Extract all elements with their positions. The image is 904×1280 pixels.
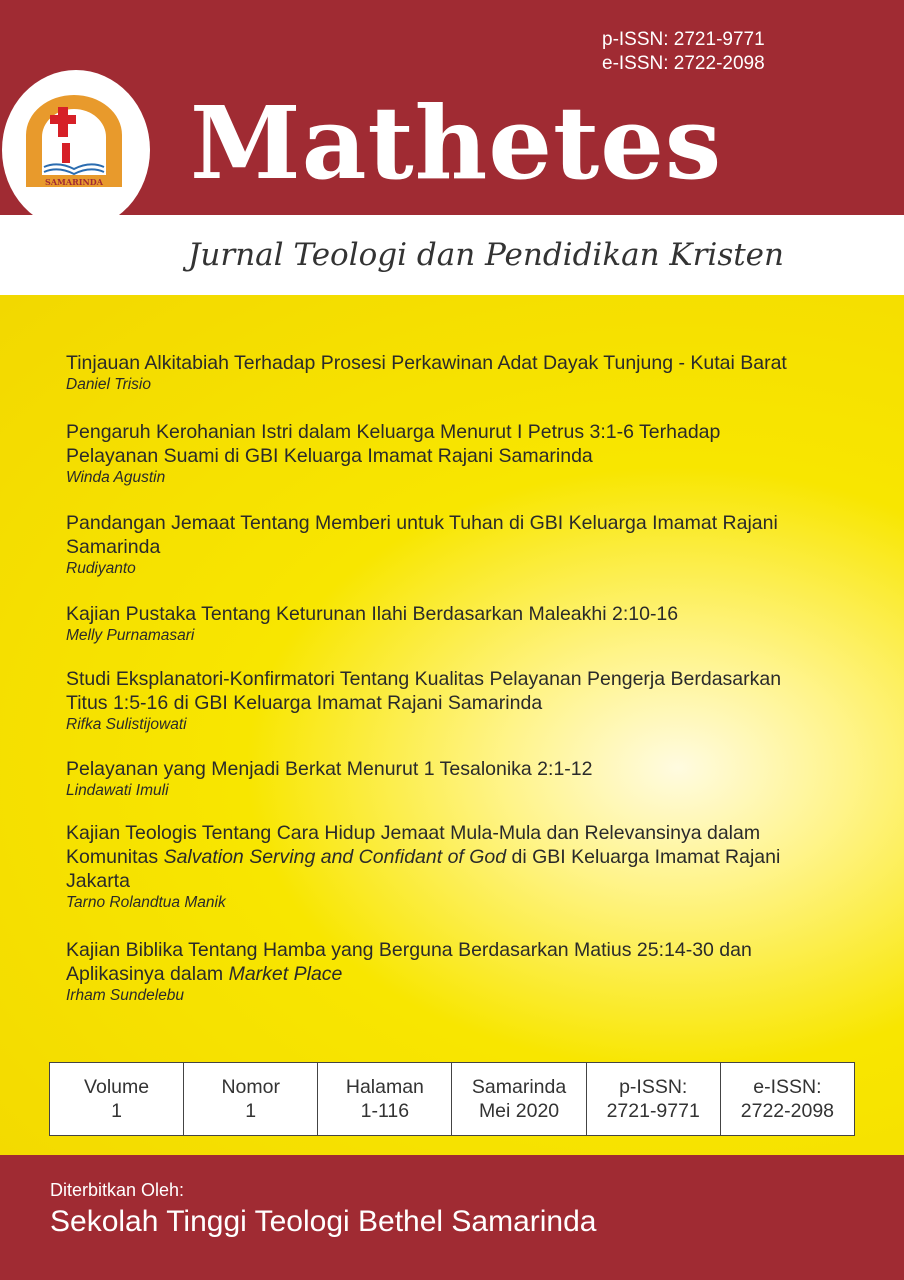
e-issn: e-ISSN: 2722-2098 [602,53,765,74]
title-segment: Komunitas [66,846,164,868]
article-title: Pengaruh Kerohanian Istri dalam Keluarga Menurut I Petrus 3:1-6 Terhadap [66,421,721,443]
article-title: Pandangan Jemaat Tentang Memberi untuk Tuhan di GBI Keluarga Imamat Rajani [66,512,778,534]
article-author: Rifka Sulistijowati [66,716,187,733]
info-number: Nomor 1 [184,1063,318,1136]
article-title: Pelayanan yang Menjadi Berkat Menurut 1 Tesalonika 2:1-12 [66,758,593,780]
article-7 [66,821,780,913]
article-author: Lindawati Imuli [66,782,169,799]
article-title: Kajian Teologis Tentang Cara Hidup Jemaat Mula-Mula dan Relevansinya dalam [66,822,761,844]
article-title: Studi Eksplanatori-Konfirmatori Tentang Kualitas Pelayanan Pengerja Berdasarkan [66,668,782,690]
journal-title: Mathetes [190,84,723,202]
title-italic-segment: Market Place [228,963,343,985]
publisher-name: Sekolah Tinggi Teologi Bethel Samarinda [50,1205,597,1238]
article-author: Rudiyanto [66,560,136,577]
article-title: Samarinda [66,536,161,558]
article-author: Tarno Rolandtua Manik [66,894,226,911]
title-italic-segment: Salvation Serving and Confidant of God [163,846,507,868]
article-title: Jakarta [66,870,130,892]
article-title-line [66,962,752,986]
article-author: Melly Purnamasari [66,627,195,644]
info-e-issn: e-ISSN: 2722-2098 [720,1063,854,1136]
subtitle-band [0,215,904,295]
info-volume: Volume 1 [50,1063,184,1136]
institution-logo [18,95,130,195]
title-segment: Aplikasinya dalam [66,963,229,985]
journal-subtitle: Jurnal Teologi dan Pendidikan Kristen [188,237,784,273]
article-author: Daniel Trisio [66,376,151,393]
info-pages: Halaman 1-116 [318,1063,452,1136]
published-by-label: Diterbitkan Oleh: [50,1180,185,1200]
article-4 [66,602,678,646]
info-p-issn: p-ISSN: 2721-9771 [586,1063,720,1136]
title-segment: di GBI Keluarga Imamat Rajani [506,846,781,868]
article-1 [66,351,787,395]
info-date: Samarinda Mei 2020 [452,1063,586,1136]
article-3 [66,511,778,579]
issn-block [602,28,765,76]
article-2 [66,420,720,488]
article-title: Kajian Biblika Tentang Hamba yang Berguna Berdasarkan Matius 25:14-30 dan [66,939,752,961]
issue-info-table [49,1062,855,1136]
footer-banner [0,1155,904,1280]
article-8 [66,938,752,1006]
article-title: Kajian Pustaka Tentang Keturunan Ilahi Berdasarkan Maleakhi 2:10-16 [66,603,679,625]
svg-text:SAMARINDA: SAMARINDA [45,177,103,187]
p-issn: p-ISSN: 2721-9771 [602,29,765,50]
article-title: Tinjauan Alkitabiah Terhadap Prosesi Perkawinan Adat Dayak Tunjung - Kutai Barat [66,352,787,374]
article-title: Pelayanan Suami di GBI Keluarga Imamat Rajani Samarinda [66,445,593,467]
article-6 [66,757,592,801]
article-title-line [66,845,780,869]
article-5 [66,667,781,735]
article-author: Irham Sundelebu [66,987,185,1004]
article-title: Titus 1:5-16 di GBI Keluarga Imamat Rajani Samarinda [66,692,543,714]
article-author: Winda Agustin [66,469,166,486]
